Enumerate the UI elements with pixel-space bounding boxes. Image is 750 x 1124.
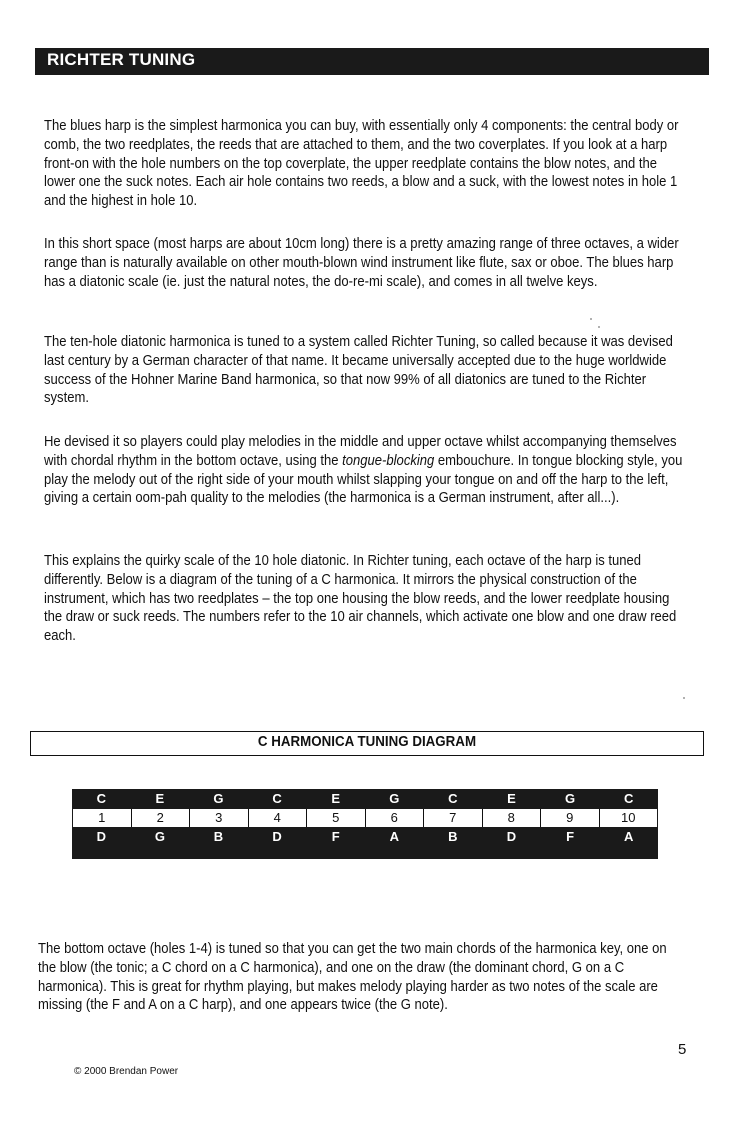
hole-number: 8 [483, 809, 542, 827]
draw-notes-row [72, 829, 658, 846]
hole-number: 3 [190, 809, 249, 827]
hole-number: 6 [366, 809, 425, 827]
draw-note: B [448, 829, 458, 844]
diagram-title: C HARMONICA TUNING DIAGRAM [257, 734, 477, 750]
hole-number: 9 [541, 809, 600, 827]
draw-note: D [506, 829, 517, 844]
hole-number: 2 [132, 809, 191, 827]
hole-numbers-row [73, 809, 657, 827]
copyright-notice: © 2000 Brendan Power [74, 1066, 179, 1077]
hole-number: 4 [249, 809, 308, 827]
paragraph-richter-system: The ten-hole diatonic harmonica is tuned to a system called Richter Tuning, so called because it was devised last century by a German character of that name. It became universally accepted due to the huge worldwide success of the Hohner Marine Band harmonica, so that now 99% of all diatonics are tuned to the Richter system. [44, 334, 673, 407]
scan-speck [590, 318, 592, 320]
section-header-bar [35, 48, 709, 75]
blow-notes-row [72, 791, 658, 808]
scan-speck [683, 697, 685, 699]
paragraph-components: The blues harp is the simplest harmonica you can buy, with essentially only 4 components: the central body or comb, the two reedplates, the reeds that are attached to them, and the two coverplates. If you look at a harp front-on with the hole numbers on the top coverplate, the upper reedplate contains the blow notes, and the lower one the suck notes. Each air hole contains two reeds, a blow and a suck, with the lowest notes in hole 1 and the highest in hole 10. [44, 118, 679, 210]
scan-speck [598, 326, 600, 328]
paragraph-range: In this short space (most harps are about 10cm long) there is a pretty amazing range of three octaves, a wider range than is naturally available on other mouth-blown wind instrument like flute, sax or oboe. The blues harp has a diatonic scale (ie. just the natural notes, the do-re-mi scale), and comes in all twelve keys. [44, 236, 679, 290]
hole-number: 1 [73, 809, 132, 827]
diagram-title-box [30, 731, 704, 756]
paragraph-bottom-octave: The bottom octave (holes 1-4) is tuned so that you can get the two main chords of the harmonica key, one on the blow (the tonic; a C chord on a C harmonica), and one on the draw (the dominant chord, G on a C harmonica). This is great for rhythm playing, but makes melody playing harder as two notes of the scale are missing (the F and A on a C harp), and one appears twice (the G note). [38, 941, 667, 1014]
section-title: RICHTER TUNING [47, 50, 196, 69]
draw-note: A [623, 829, 634, 844]
paragraph-tongue-blocking [44, 433, 687, 508]
paragraph-text-after: embouchure. In tongue blocking style, you play the melody out of the right side of your mouth whilst slapping your tongue on and off the harp to the left, giving a certain oom-pah quality to the melodies (the harmonica is a German instrument, after all...). [44, 452, 683, 507]
blow-note: G [213, 791, 224, 806]
hole-number: 5 [307, 809, 366, 827]
blow-note: C [623, 791, 634, 806]
hole-number: 10 [621, 810, 636, 825]
draw-note: B [213, 829, 224, 844]
draw-note: G [154, 829, 165, 844]
blow-note: G [389, 791, 400, 806]
paragraph-text-before: He devised it so players could play melodies in the middle and upper octave whilst accompanying themselves with chordal rhythm in the bottom octave, using the [44, 434, 677, 469]
hole-number: 7 [424, 809, 483, 827]
draw-note: F [331, 829, 340, 844]
page-number: 5 [678, 1041, 687, 1058]
tongue-blocking-term: tongue-blocking [342, 452, 435, 469]
paragraph-quirky-scale: This explains the quirky scale of the 10 hole diatonic. In Richter tuning, each octave of the harp is tuned differently. Below is a diagram of the tuning of a C harmonica. It mirrors the physical construction of the instrument, which has two reedplates – the top one housing the blow reeds, and the lower reedplate housing the draw or suck reeds. The numbers refer to the 10 air channels, which activate one blow and one draw reed each. [44, 553, 677, 645]
blow-note: C [448, 791, 458, 806]
tuning-diagram [72, 789, 658, 859]
blow-note: E [507, 791, 516, 806]
blow-note: C [272, 791, 282, 806]
draw-note: F [566, 829, 575, 844]
blow-note: E [155, 791, 165, 806]
blow-note: G [564, 791, 576, 806]
draw-note: D [96, 829, 106, 844]
blow-note: E [331, 791, 340, 806]
blow-note: C [96, 791, 106, 806]
draw-note: A [389, 829, 399, 844]
draw-note: D [272, 829, 282, 844]
